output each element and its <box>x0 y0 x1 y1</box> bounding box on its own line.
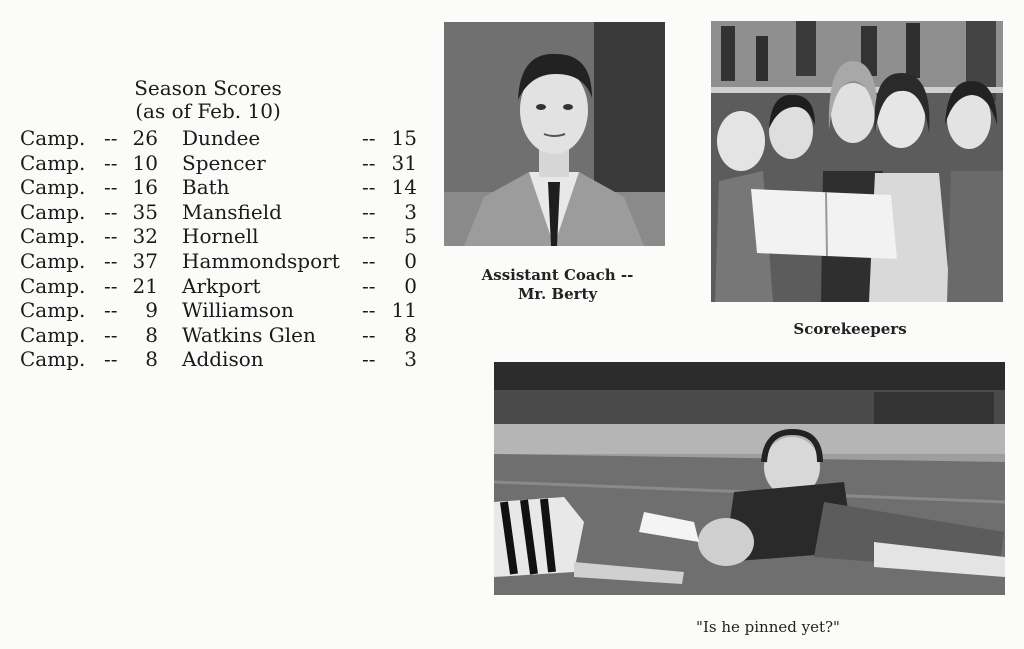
opponent-score: 15 <box>391 126 417 150</box>
score-separator: -- <box>362 126 376 150</box>
score-separator: -- <box>362 199 376 224</box>
opponent-score: 0 <box>404 273 417 298</box>
score-separator: -- <box>104 175 118 200</box>
score-row <box>20 347 420 371</box>
team-score: 37 <box>132 249 158 273</box>
opponent-score: 3 <box>404 199 417 224</box>
score-separator: -- <box>104 298 118 323</box>
team-score: 21 <box>132 273 158 298</box>
opponent-name: Hammondsport <box>182 249 340 273</box>
team-name: Camp. <box>20 224 86 249</box>
opponent-name: Watkins Glen <box>182 322 316 347</box>
opponent-name: Mansfield <box>182 199 282 224</box>
score-separator: -- <box>362 175 376 200</box>
opponent-name: Spencer <box>182 150 266 175</box>
team-name: Camp. <box>20 175 86 200</box>
score-separator: -- <box>362 273 376 298</box>
opponent-score: 11 <box>391 298 417 323</box>
score-separator: -- <box>362 347 376 372</box>
score-row <box>20 323 420 347</box>
score-separator: -- <box>104 150 118 175</box>
score-separator: -- <box>104 322 118 347</box>
score-separator: -- <box>362 322 376 347</box>
score-row <box>20 249 420 273</box>
match-caption: "Is he pinned yet?" <box>696 618 840 636</box>
score-row <box>20 126 420 150</box>
score-row <box>20 224 420 248</box>
opponent-score: 5 <box>404 224 417 249</box>
team-name: Camp. <box>20 347 86 372</box>
team-score: 9 <box>145 298 158 323</box>
team-score: 8 <box>145 347 158 372</box>
team-score: 16 <box>132 175 158 200</box>
score-row <box>20 200 420 224</box>
opponent-score: 0 <box>404 249 417 273</box>
team-score: 8 <box>145 322 158 347</box>
team-name: Camp. <box>20 322 86 347</box>
opponent-name: Dundee <box>182 126 261 150</box>
team-score: 32 <box>132 224 158 249</box>
coach-photo <box>444 22 665 246</box>
match-photo <box>494 362 1005 595</box>
coach-caption-name: Mr. Berty <box>517 285 598 303</box>
score-separator: -- <box>362 150 376 175</box>
team-score: 35 <box>132 199 158 224</box>
team-name: Camp. <box>20 249 86 273</box>
opponent-score: 31 <box>391 150 417 175</box>
team-score: 10 <box>132 150 158 175</box>
team-name: Camp. <box>20 298 86 323</box>
scorekeepers-caption: Scorekeepers <box>793 320 907 338</box>
scores-title: Season Scores <box>134 76 282 100</box>
team-name: Camp. <box>20 273 86 298</box>
score-row <box>20 274 420 298</box>
coach-caption <box>470 266 645 304</box>
score-row <box>20 298 420 322</box>
opponent-name: Williamson <box>182 298 294 323</box>
opponent-name: Arkport <box>182 273 261 298</box>
score-separator: -- <box>362 298 376 323</box>
score-separator: -- <box>104 224 118 249</box>
score-separator: -- <box>362 249 376 273</box>
score-row <box>20 151 420 175</box>
opponent-score: 14 <box>391 175 417 200</box>
opponent-name: Bath <box>182 175 230 200</box>
opponent-score: 3 <box>404 347 417 372</box>
score-separator: -- <box>362 224 376 249</box>
score-separator: -- <box>104 347 118 372</box>
scores-date: (as of Feb. 10) <box>135 99 281 123</box>
team-name: Camp. <box>20 126 86 150</box>
score-separator: -- <box>104 126 118 150</box>
score-separator: -- <box>104 273 118 298</box>
opponent-name: Hornell <box>182 224 259 249</box>
team-score: 26 <box>132 126 158 150</box>
team-name: Camp. <box>20 199 86 224</box>
score-separator: -- <box>104 249 118 273</box>
team-name: Camp. <box>20 150 86 175</box>
opponent-score: 8 <box>404 322 417 347</box>
coach-caption-title: Assistant Coach -- <box>481 266 634 284</box>
scorekeepers-photo <box>711 21 1003 302</box>
score-row <box>20 175 420 199</box>
opponent-name: Addison <box>182 347 264 372</box>
score-separator: -- <box>104 199 118 224</box>
